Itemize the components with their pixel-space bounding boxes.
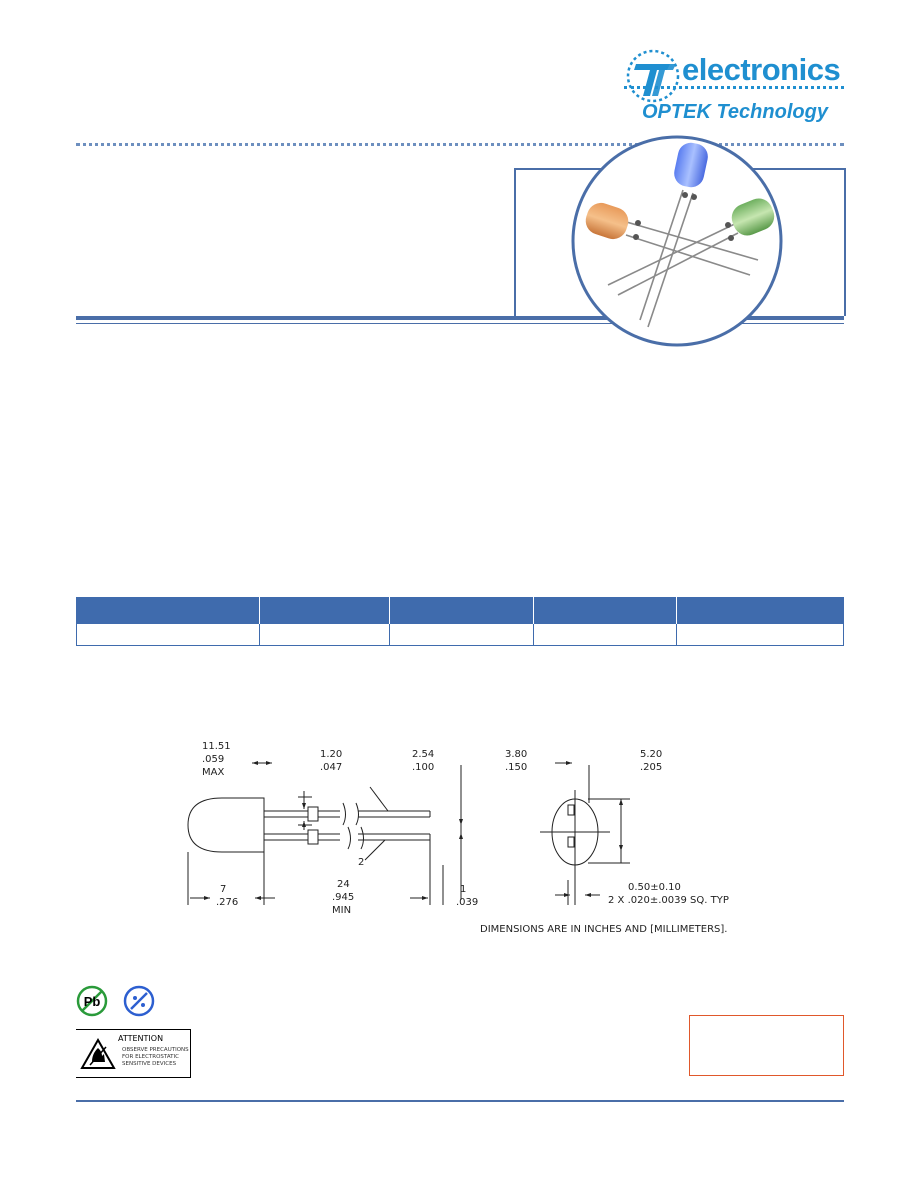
esd-line: OBSERVE PRECAUTIONS bbox=[122, 1047, 189, 1053]
tt-logo-icon bbox=[624, 48, 686, 104]
tt-electronics-logo bbox=[612, 44, 852, 130]
table-header-cell bbox=[77, 597, 260, 624]
esd-text bbox=[122, 1047, 189, 1068]
dim-body-dia-mm: 7 bbox=[220, 884, 227, 895]
dim-standoff-mm: 1 bbox=[460, 884, 467, 895]
dim-body-length-max: MAX bbox=[202, 767, 225, 778]
logo-brand-text: electronics bbox=[682, 52, 841, 87]
footer-rule bbox=[76, 1100, 844, 1102]
dim-lead-size-mm: 0.50±0.10 bbox=[628, 882, 681, 893]
table-header-cell bbox=[534, 597, 677, 624]
logo-subbrand-text: OPTEK Technology bbox=[642, 101, 828, 123]
esd-warning-label bbox=[76, 1029, 191, 1078]
dim-minor-in: .150 bbox=[505, 762, 528, 773]
dim-lead-size-in: 2 X .020±.0039 SQ. TYP bbox=[608, 895, 729, 906]
dim-flange-mm: 1.20 bbox=[320, 749, 343, 760]
dim-body-dia-in: .276 bbox=[216, 897, 239, 908]
dim-lead-length-in: .945 bbox=[332, 892, 355, 903]
dim-major-in: .205 bbox=[640, 762, 663, 773]
notice-box bbox=[689, 1015, 844, 1076]
halogen-free-icon bbox=[123, 985, 155, 1017]
esd-line: FOR ELECTROSTATIC bbox=[122, 1054, 180, 1060]
mechanical-drawing bbox=[180, 735, 760, 940]
table-cell bbox=[677, 624, 844, 646]
table-cell bbox=[260, 624, 390, 646]
dim-flange-in: .047 bbox=[320, 762, 343, 773]
dim-body-length-in: .059 bbox=[202, 754, 225, 765]
lead-free-label: Pb bbox=[83, 994, 101, 1009]
product-photo bbox=[568, 135, 786, 348]
drawing-units-note: DIMENSIONS ARE IN INCHES AND [MILLIMETERS]. bbox=[480, 924, 728, 935]
table-cell bbox=[390, 624, 534, 646]
dim-minor-mm: 3.80 bbox=[505, 749, 528, 760]
table-row bbox=[77, 624, 844, 646]
table-header-cell bbox=[677, 597, 844, 624]
ordering-table bbox=[76, 597, 844, 646]
table-cell bbox=[534, 624, 677, 646]
esd-title: ATTENTION bbox=[118, 1034, 164, 1043]
lead-free-icon bbox=[76, 985, 108, 1017]
table-header-cell bbox=[260, 597, 390, 624]
dim-lead-length-mm: 24 bbox=[337, 879, 350, 890]
esd-line: SENSITIVE DEVICES bbox=[122, 1061, 177, 1067]
dim-body-length-mm: 11.51 bbox=[202, 741, 231, 752]
table-cell bbox=[77, 624, 260, 646]
dim-lead-spacing-mm: 2.54 bbox=[412, 749, 435, 760]
dim-lead-spacing-in: .100 bbox=[412, 762, 435, 773]
table-header-row bbox=[77, 597, 844, 624]
table-header-cell bbox=[390, 597, 534, 624]
dim-lead-length-min: MIN bbox=[332, 905, 352, 916]
esd-hand-icon bbox=[80, 1038, 116, 1070]
logo-dotted-line bbox=[624, 86, 844, 89]
dim-major-mm: 5.20 bbox=[640, 749, 663, 760]
dim-lead-mark: 2 bbox=[358, 857, 365, 868]
dim-standoff-in: .039 bbox=[456, 897, 479, 908]
